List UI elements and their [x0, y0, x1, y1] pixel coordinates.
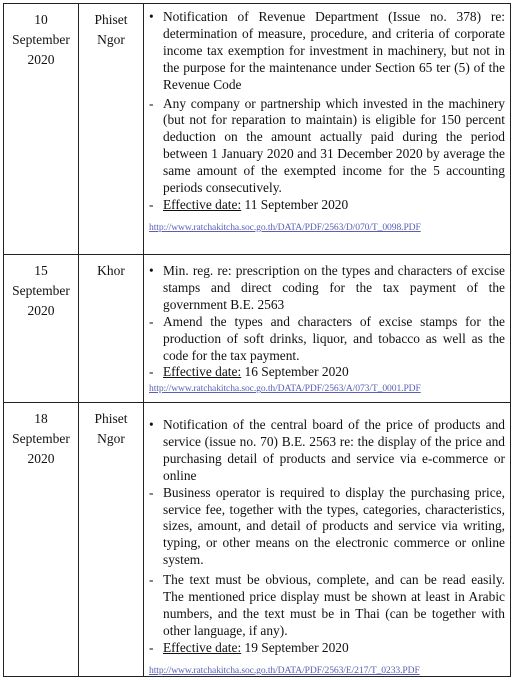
effective-date-value: 11 September 2020 — [241, 196, 349, 212]
type-cell — [79, 261, 143, 281]
column-divider — [143, 4, 144, 254]
date-month: September — [12, 283, 70, 298]
column-divider — [143, 403, 144, 676]
point-text: Any company or partnership which invested in the machinery (but not for reparation to maintain) is eligible for 150 percent deduction on the amount actually paid during the period between 1 January 2020 and 31 December 2020 by average the same amount of the exempted income for the 5 accounting periods consecutively. — [163, 95, 505, 196]
table-row — [4, 4, 510, 255]
bullet-marker: • — [149, 417, 154, 432]
detail-point — [149, 485, 505, 570]
effective-date-value: 16 September 2020 — [241, 364, 349, 380]
point-text: Amend the types and characters of excise stamps for the production of soft drinks, liquor, and tobacco as well as the code for the tax payment. — [163, 313, 505, 363]
dash-marker: - — [149, 196, 154, 212]
title-text: Notification of the central board of the price of products and service (issue no. 70) B.E. 2563 re: the display of the price and purchasing detail of products and service via e-commerce or online — [163, 417, 505, 483]
title-text: Min. reg. re: prescription on the types and characters of excise stamps and direct coding for the tax payment of the government B.E. 2563 — [163, 263, 505, 312]
date-cell — [4, 10, 78, 70]
effective-date — [149, 364, 505, 381]
type-cell — [79, 10, 143, 50]
table-row — [4, 255, 510, 403]
detail-point — [149, 96, 505, 197]
type-cell — [79, 409, 143, 449]
point-text: Business operator is required to display the purchasing price, service fee, together with the types, categories, characteristics, sizes, amount, and detail of products and service via writing, typing, or other means on the electronic commerce or online system. — [163, 484, 505, 568]
dash-marker: - — [149, 364, 154, 380]
date-day: 18 — [34, 411, 48, 426]
effective-date-label: Effective date: — [163, 639, 242, 655]
table-row — [4, 403, 510, 676]
dash-marker: - — [149, 95, 154, 111]
date-year: 2020 — [27, 451, 55, 466]
detail-cell — [149, 417, 505, 680]
column-divider — [143, 255, 144, 402]
gazette-link[interactable]: http://www.ratchakitcha.soc.go.th/DATA/PDF/2563/A/073/T_0001.PDF — [149, 383, 421, 395]
date-year: 2020 — [27, 52, 55, 67]
type-line: Khor — [97, 263, 125, 278]
date-year: 2020 — [27, 303, 55, 318]
gazette-link[interactable]: http://www.ratchakitcha.soc.go.th/DATA/PDF/2563/E/217/T_0233.PDF — [149, 664, 420, 676]
type-line: Phiset — [94, 12, 128, 27]
dash-marker: - — [149, 639, 154, 655]
gazette-link[interactable]: http://www.ratchakitcha.soc.go.th/DATA/PDF/2563/D/070/T_0098.PDF — [149, 221, 421, 233]
date-month: September — [12, 32, 70, 47]
dash-marker: - — [149, 572, 154, 588]
bullet-marker: • — [149, 9, 154, 24]
effective-date — [149, 640, 505, 657]
detail-point — [149, 572, 505, 640]
notification-title — [149, 417, 505, 485]
date-day: 15 — [34, 263, 48, 278]
dash-marker: - — [149, 313, 154, 329]
effective-date-label: Effective date: — [163, 364, 242, 380]
date-cell — [4, 261, 78, 321]
effective-date-label: Effective date: — [163, 196, 242, 212]
point-text: The text must be obvious, complete, and can be read easily. The mentioned price display must be shown at least in Arabic numbers, and the text must be in Thai (can be together with other language, if any). — [163, 572, 505, 638]
detail-cell — [149, 9, 505, 237]
effective-date-value: 19 September 2020 — [241, 639, 349, 655]
notification-title — [149, 263, 505, 314]
type-line: Ngor — [97, 32, 125, 47]
bullet-marker: • — [149, 263, 154, 278]
gazette-table — [3, 3, 511, 677]
detail-cell — [149, 263, 505, 398]
date-day: 10 — [34, 12, 48, 27]
notification-title — [149, 9, 505, 94]
detail-point — [149, 314, 505, 365]
type-line: Ngor — [97, 431, 125, 446]
type-line: Phiset — [94, 411, 128, 426]
date-cell — [4, 409, 78, 469]
effective-date — [149, 197, 505, 214]
date-month: September — [12, 431, 70, 446]
dash-marker: - — [149, 484, 154, 500]
title-text: Notification of Revenue Department (Issue no. 378) re: determination of measure, procedure, and criteria of corporate income tax exemption for investment in machinery, but not in the purpose for the maintenance under Section 65 ter (5) of the Revenue Code — [163, 9, 505, 92]
